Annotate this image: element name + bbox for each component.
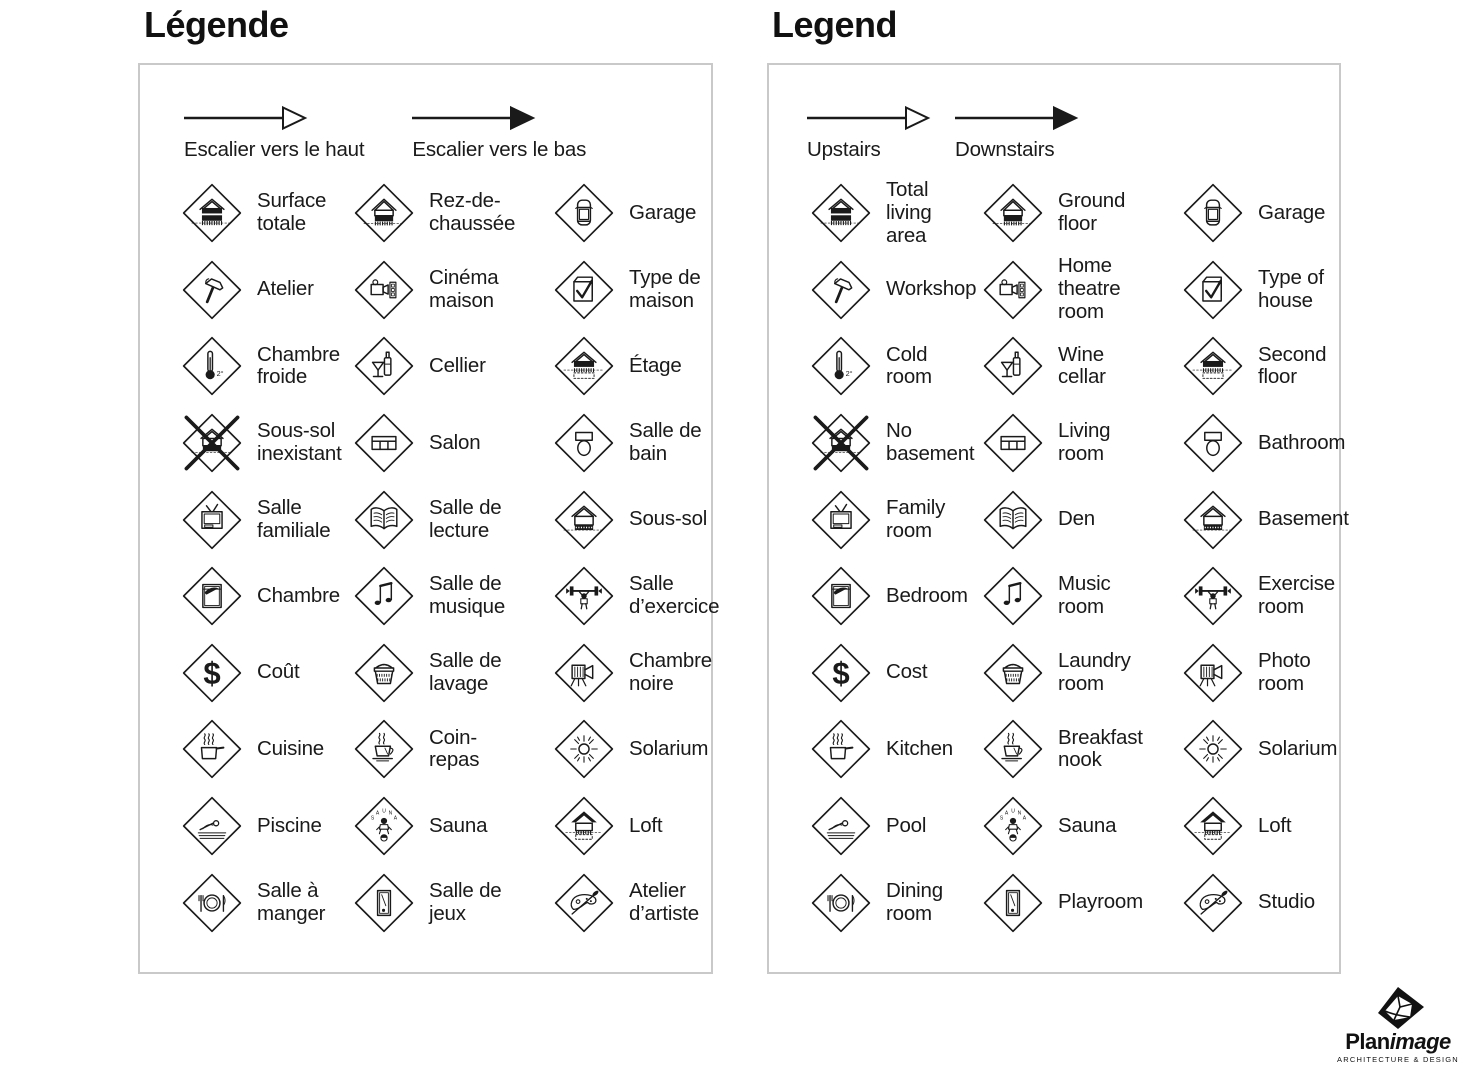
kitchen-icon — [180, 717, 244, 781]
laundry-room-icon — [981, 641, 1045, 705]
legend-item-label: Salle de lavage — [429, 648, 502, 695]
legend-item — [1181, 711, 1371, 788]
cold-room-icon — [809, 334, 873, 398]
legend-item — [809, 635, 981, 712]
legend-item-label: Laundry room — [1058, 648, 1131, 695]
legend-item-label: Breakfast nook — [1058, 725, 1143, 772]
workshop-icon — [809, 258, 873, 322]
bedroom-icon — [809, 564, 873, 628]
planimage-logo-tagline: ARCHITECTURE & DESIGN — [1337, 1055, 1459, 1064]
legend-item-label: Atelier — [257, 277, 314, 301]
photo-room-icon — [1181, 641, 1245, 705]
logo-text-image: image — [1389, 1029, 1451, 1054]
legend-item-label: Garage — [1258, 200, 1326, 224]
legend-item-label: No basement — [886, 419, 975, 466]
garage-icon — [552, 181, 616, 245]
legend-item-label: Pool — [886, 813, 927, 837]
cost-icon — [180, 641, 244, 705]
legend-item — [809, 864, 981, 941]
playroom-icon — [981, 871, 1045, 935]
planimage-logo — [1324, 987, 1472, 1064]
legend-item-label: Salle de musique — [429, 572, 506, 619]
kitchen-icon — [809, 717, 873, 781]
music-room-icon — [352, 564, 416, 628]
legend-item-label: Music room — [1058, 572, 1111, 619]
legend-item-label: Basement — [1258, 507, 1349, 531]
legend-item — [552, 175, 742, 252]
living-room-icon — [981, 411, 1045, 475]
stairs-down-legend — [412, 105, 586, 162]
legend-item-label: Cuisine — [257, 736, 324, 760]
legend-item-label: Exercise room — [1258, 572, 1336, 619]
legend-item — [552, 252, 742, 329]
legend-item — [981, 635, 1181, 712]
legend-item-label: Salle familiale — [257, 495, 331, 542]
legend-item — [1181, 252, 1371, 329]
page-title-english: Legend — [772, 4, 898, 45]
loft-icon — [1181, 794, 1245, 858]
cold-room-icon — [180, 334, 244, 398]
legend-item-label: Family room — [886, 495, 946, 542]
legend-item-label: Ground floor — [1058, 189, 1126, 236]
legend-item — [180, 788, 352, 865]
total-living-area-icon — [809, 181, 873, 245]
legend-item — [981, 481, 1181, 558]
legend-item — [809, 558, 981, 635]
workshop-icon — [180, 258, 244, 322]
legend-item — [981, 328, 1181, 405]
legend-item — [1181, 558, 1371, 635]
legend-item — [180, 328, 352, 405]
legend-item-label: Sous-sol inexistant — [257, 419, 342, 466]
wine-cellar-icon — [981, 334, 1045, 398]
legend-item-label: Workshop — [886, 277, 977, 301]
legend-item — [352, 252, 552, 329]
legend-item — [180, 405, 352, 482]
dining-room-icon — [809, 871, 873, 935]
legend-item-label: Loft — [1258, 813, 1292, 837]
legend-item — [981, 252, 1181, 329]
family-room-icon — [180, 488, 244, 552]
legend-item — [552, 864, 742, 941]
living-room-icon — [352, 411, 416, 475]
logo-text-plan: Plan — [1345, 1029, 1390, 1054]
legend-item-label: Salle de jeux — [429, 878, 502, 925]
legend-item — [981, 175, 1181, 252]
legend-item-label: Solarium — [629, 736, 709, 760]
studio-icon — [1181, 871, 1245, 935]
legend-item-label: Home theatre room — [1058, 254, 1121, 324]
wine-cellar-icon — [352, 334, 416, 398]
legend-item-label: Sous-sol — [629, 507, 708, 531]
legend-item — [809, 252, 981, 329]
legend-item-label: Surface totale — [257, 189, 327, 236]
legend-panel-english — [767, 63, 1349, 974]
legend-item — [1181, 481, 1371, 558]
photo-room-icon — [552, 641, 616, 705]
legend-item — [981, 711, 1181, 788]
legend-item-label: Salle d’exercice — [629, 572, 720, 619]
legend-item-label: Sauna — [1058, 813, 1117, 837]
legend-item-label: Chambre froide — [257, 342, 340, 389]
sauna-icon — [981, 794, 1045, 858]
legend-item-label: Bedroom — [886, 583, 968, 607]
legend-item-label: Garage — [629, 200, 697, 224]
legend-item-label: Second floor — [1258, 342, 1327, 389]
legend-item — [552, 405, 742, 482]
total-living-area-icon — [180, 181, 244, 245]
legend-item — [180, 481, 352, 558]
legend-item — [180, 175, 352, 252]
page-title-french: Légende — [144, 4, 289, 45]
legend-item-label: Rez-de-chaussée — [429, 189, 516, 236]
legend-item — [1181, 328, 1371, 405]
legend-item-label: Coin-repas — [429, 725, 480, 772]
legend-item — [981, 864, 1181, 941]
legend-item — [352, 175, 552, 252]
legend-item-label: Type of house — [1258, 265, 1324, 312]
legend-item-label: Sauna — [429, 813, 488, 837]
legend-item — [981, 788, 1181, 865]
legend-items-grid-french — [180, 175, 742, 941]
legend-item-label: Living room — [1058, 419, 1111, 466]
legend-item — [1181, 405, 1371, 482]
legend-item-label: Loft — [629, 813, 663, 837]
legend-item — [1181, 864, 1371, 941]
stairs-down-arrow-icon — [955, 105, 1079, 131]
legend-item — [352, 711, 552, 788]
legend-items-grid-english — [809, 175, 1371, 941]
breakfast-nook-icon — [981, 717, 1045, 781]
stairs-down-label: Downstairs — [955, 138, 1055, 161]
legend-item — [552, 328, 742, 405]
bathroom-icon — [552, 411, 616, 475]
legend-item — [180, 635, 352, 712]
type-of-house-icon — [1181, 258, 1245, 322]
stairs-up-arrow-icon — [184, 105, 308, 131]
legend-item — [552, 711, 742, 788]
bedroom-icon — [180, 564, 244, 628]
stairs-down-legend — [955, 105, 1079, 162]
legend-item-label: Photo room — [1258, 648, 1311, 695]
legend-item-label: Chambre — [257, 583, 340, 607]
dining-room-icon — [180, 871, 244, 935]
solarium-icon — [552, 717, 616, 781]
planimage-logo-mark-icon — [1372, 987, 1424, 1029]
legend-item-label: Cost — [886, 660, 928, 684]
stairs-down-arrow-icon — [412, 105, 536, 131]
legend-item-label: Coût — [257, 660, 300, 684]
legend-item-label: Piscine — [257, 813, 322, 837]
legend-item — [809, 711, 981, 788]
legend-item — [352, 788, 552, 865]
legend-item-label: Salle à manger — [257, 878, 326, 925]
legend-item — [352, 558, 552, 635]
den-icon — [352, 488, 416, 552]
legend-item-label: Bathroom — [1258, 430, 1346, 454]
playroom-icon — [352, 871, 416, 935]
second-floor-icon — [552, 334, 616, 398]
pool-icon — [809, 794, 873, 858]
legend-item-label: Salle de bain — [629, 419, 702, 466]
legend-item-label: Salle de lecture — [429, 495, 502, 542]
legend-item-label: Studio — [1258, 890, 1315, 914]
stairs-up-legend — [184, 105, 364, 162]
ground-floor-icon — [981, 181, 1045, 245]
exercise-room-icon — [552, 564, 616, 628]
pool-icon — [180, 794, 244, 858]
legend-item-label: Total living area — [886, 177, 932, 247]
legend-item — [352, 635, 552, 712]
loft-icon — [552, 794, 616, 858]
legend-item — [180, 711, 352, 788]
basement-icon — [1181, 488, 1245, 552]
legend-item — [180, 864, 352, 941]
exercise-room-icon — [1181, 564, 1245, 628]
basement-icon — [552, 488, 616, 552]
legend-item — [809, 481, 981, 558]
music-room-icon — [981, 564, 1045, 628]
legend-panel-french — [138, 63, 720, 974]
no-basement-icon — [809, 411, 873, 475]
legend-item — [1181, 175, 1371, 252]
cost-icon — [809, 641, 873, 705]
legend-item-label: Cellier — [429, 354, 486, 377]
stair-arrows — [807, 105, 1079, 162]
legend-item — [809, 175, 981, 252]
legend-item — [809, 328, 981, 405]
studio-icon — [552, 871, 616, 935]
legend-item-label: Wine cellar — [1058, 342, 1106, 389]
solarium-icon — [1181, 717, 1245, 781]
legend-item — [809, 405, 981, 482]
legend-item — [352, 864, 552, 941]
legend-item-label: Cold room — [886, 342, 932, 389]
den-icon — [981, 488, 1045, 552]
bathroom-icon — [1181, 411, 1245, 475]
legend-item — [981, 558, 1181, 635]
legend-item — [552, 481, 742, 558]
legend-item-label: Playroom — [1058, 890, 1143, 914]
stairs-up-label: Upstairs — [807, 138, 881, 161]
stairs-up-arrow-icon — [807, 105, 931, 131]
legend-item — [552, 788, 742, 865]
laundry-room-icon — [352, 641, 416, 705]
legend-item-label: Salon — [429, 430, 481, 454]
legend-item — [352, 328, 552, 405]
legend-item-label: Chambre noire — [629, 648, 712, 695]
legend-item — [809, 788, 981, 865]
stairs-up-legend — [807, 105, 931, 162]
legend-item — [180, 252, 352, 329]
home-theatre-icon — [981, 258, 1045, 322]
legend-item-label: Étage — [629, 354, 682, 377]
legend-item — [552, 558, 742, 635]
second-floor-icon — [1181, 334, 1245, 398]
stairs-up-label: Escalier vers le haut — [184, 138, 365, 161]
legend-item — [180, 558, 352, 635]
legend-item — [352, 405, 552, 482]
legend-item — [1181, 788, 1371, 865]
legend-item-label: Kitchen — [886, 736, 953, 760]
legend-item-label: Dining room — [886, 878, 943, 925]
legend-item-label: Den — [1058, 507, 1096, 531]
legend-item — [1181, 635, 1371, 712]
legend-item-label: Solarium — [1258, 736, 1338, 760]
legend-item — [981, 405, 1181, 482]
garage-icon — [1181, 181, 1245, 245]
home-theatre-icon — [352, 258, 416, 322]
legend-item — [352, 481, 552, 558]
family-room-icon — [809, 488, 873, 552]
legend-item — [552, 635, 742, 712]
ground-floor-icon — [352, 181, 416, 245]
no-basement-icon — [180, 411, 244, 475]
legend-item-label: Cinéma maison — [429, 265, 499, 312]
type-of-house-icon — [552, 258, 616, 322]
stair-arrows — [184, 105, 586, 162]
legend-item-label: Type de maison — [629, 265, 701, 312]
stairs-down-label: Escalier vers le bas — [412, 138, 587, 161]
breakfast-nook-icon — [352, 717, 416, 781]
sauna-icon — [352, 794, 416, 858]
legend-item-label: Atelier d’artiste — [629, 878, 699, 925]
planimage-logo-text — [1324, 1031, 1472, 1053]
